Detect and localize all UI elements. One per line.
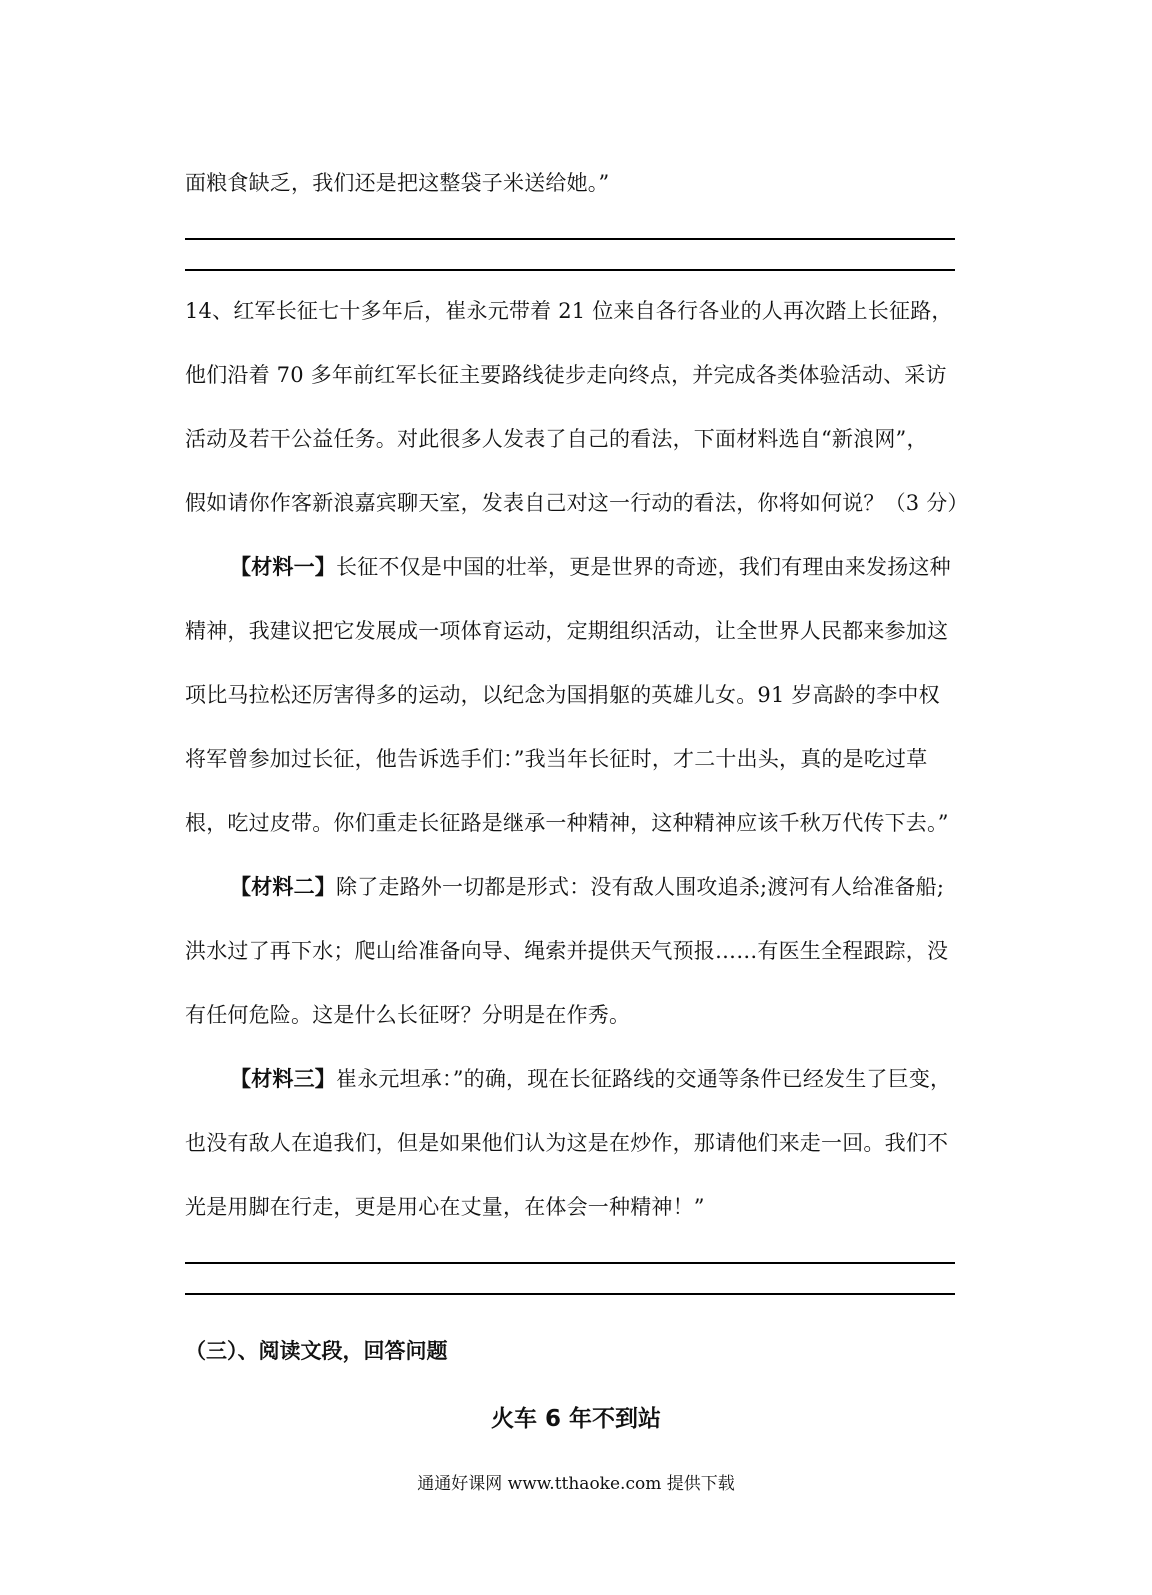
answer-rule — [185, 238, 955, 240]
question-14-line: 活动及若干公益任务。对此很多人发表了自己的看法，下面材料选自“新浪网”， — [185, 427, 928, 451]
material-3-first-line — [230, 1065, 955, 1093]
material-3-line: 光是用脚在行走，更是用心在丈量，在体会一种精神！” — [185, 1195, 705, 1219]
material-2-line: 洪水过了再下水；爬山给准备向导、绳索并提供天气预报……有医生全程跟踪，没 — [185, 939, 949, 963]
answer-rule — [185, 1293, 955, 1295]
material-2-label: 【材料二】 — [230, 874, 336, 899]
material-2-text: 除了走路外一切都是形式：没有敌人围攻追杀;渡河有人给准备船; — [336, 875, 945, 899]
material-1-line: 项比马拉松还厉害得多的运动，以纪念为国捐躯的英雄儿女。91 岁高龄的李中权 — [185, 683, 940, 707]
article-title: 火车 6 年不到站 — [490, 1406, 662, 1432]
question-14-line: 假如请你作客新浪嘉宾聊天室，发表自己对这一行动的看法，你将如何说？（3 分） — [185, 491, 969, 515]
answer-rule — [185, 269, 955, 271]
question-14-line: 14、红军长征七十多年后，崔永元带着 21 位来自各行各业的人再次踏上长征路， — [185, 299, 953, 323]
material-1-line: 将军曾参加过长征，他告诉选手们：”我当年长征时，才二十出头，真的是吃过草 — [185, 747, 928, 771]
material-2-line: 有任何危险。这是什么长征呀？分明是在作秀。 — [185, 1003, 631, 1027]
material-1-line: 根，吃过皮带。你们重走长征路是继承一种精神，这种精神应该千秋万代传下去。” — [185, 811, 949, 835]
page-footer: 通通好课网 www.tthaoke.com 提供下载 — [417, 1474, 735, 1494]
material-1-text: 长征不仅是中国的壮举，更是世界的奇迹，我们有理由来发扬这种 — [336, 555, 951, 579]
section-heading: （三）、阅读文段，回答问题 — [185, 1339, 448, 1363]
material-1-label: 【材料一】 — [230, 554, 336, 579]
question-14-line: 他们沿着 70 多年前红军长征主要路线徒步走向终点，并完成各类体验活动、采访 — [185, 363, 947, 387]
material-3-text: 崔永元坦承：”的确，现在长征路线的交通等条件已经发生了巨变， — [336, 1067, 952, 1091]
material-1-first-line — [230, 553, 955, 581]
material-2-first-line — [230, 873, 955, 901]
continuation-line: 面粮食缺乏，我们还是把这整袋子米送给她。” — [185, 171, 610, 195]
material-3-line: 也没有敌人在追我们，但是如果他们认为这是在炒作，那请他们来走一回。我们不 — [185, 1131, 949, 1155]
material-1-line: 精神，我建议把它发展成一项体育运动，定期组织活动，让全世界人民都来参加这 — [185, 619, 949, 643]
material-3-label: 【材料三】 — [230, 1066, 336, 1091]
answer-rule — [185, 1262, 955, 1264]
